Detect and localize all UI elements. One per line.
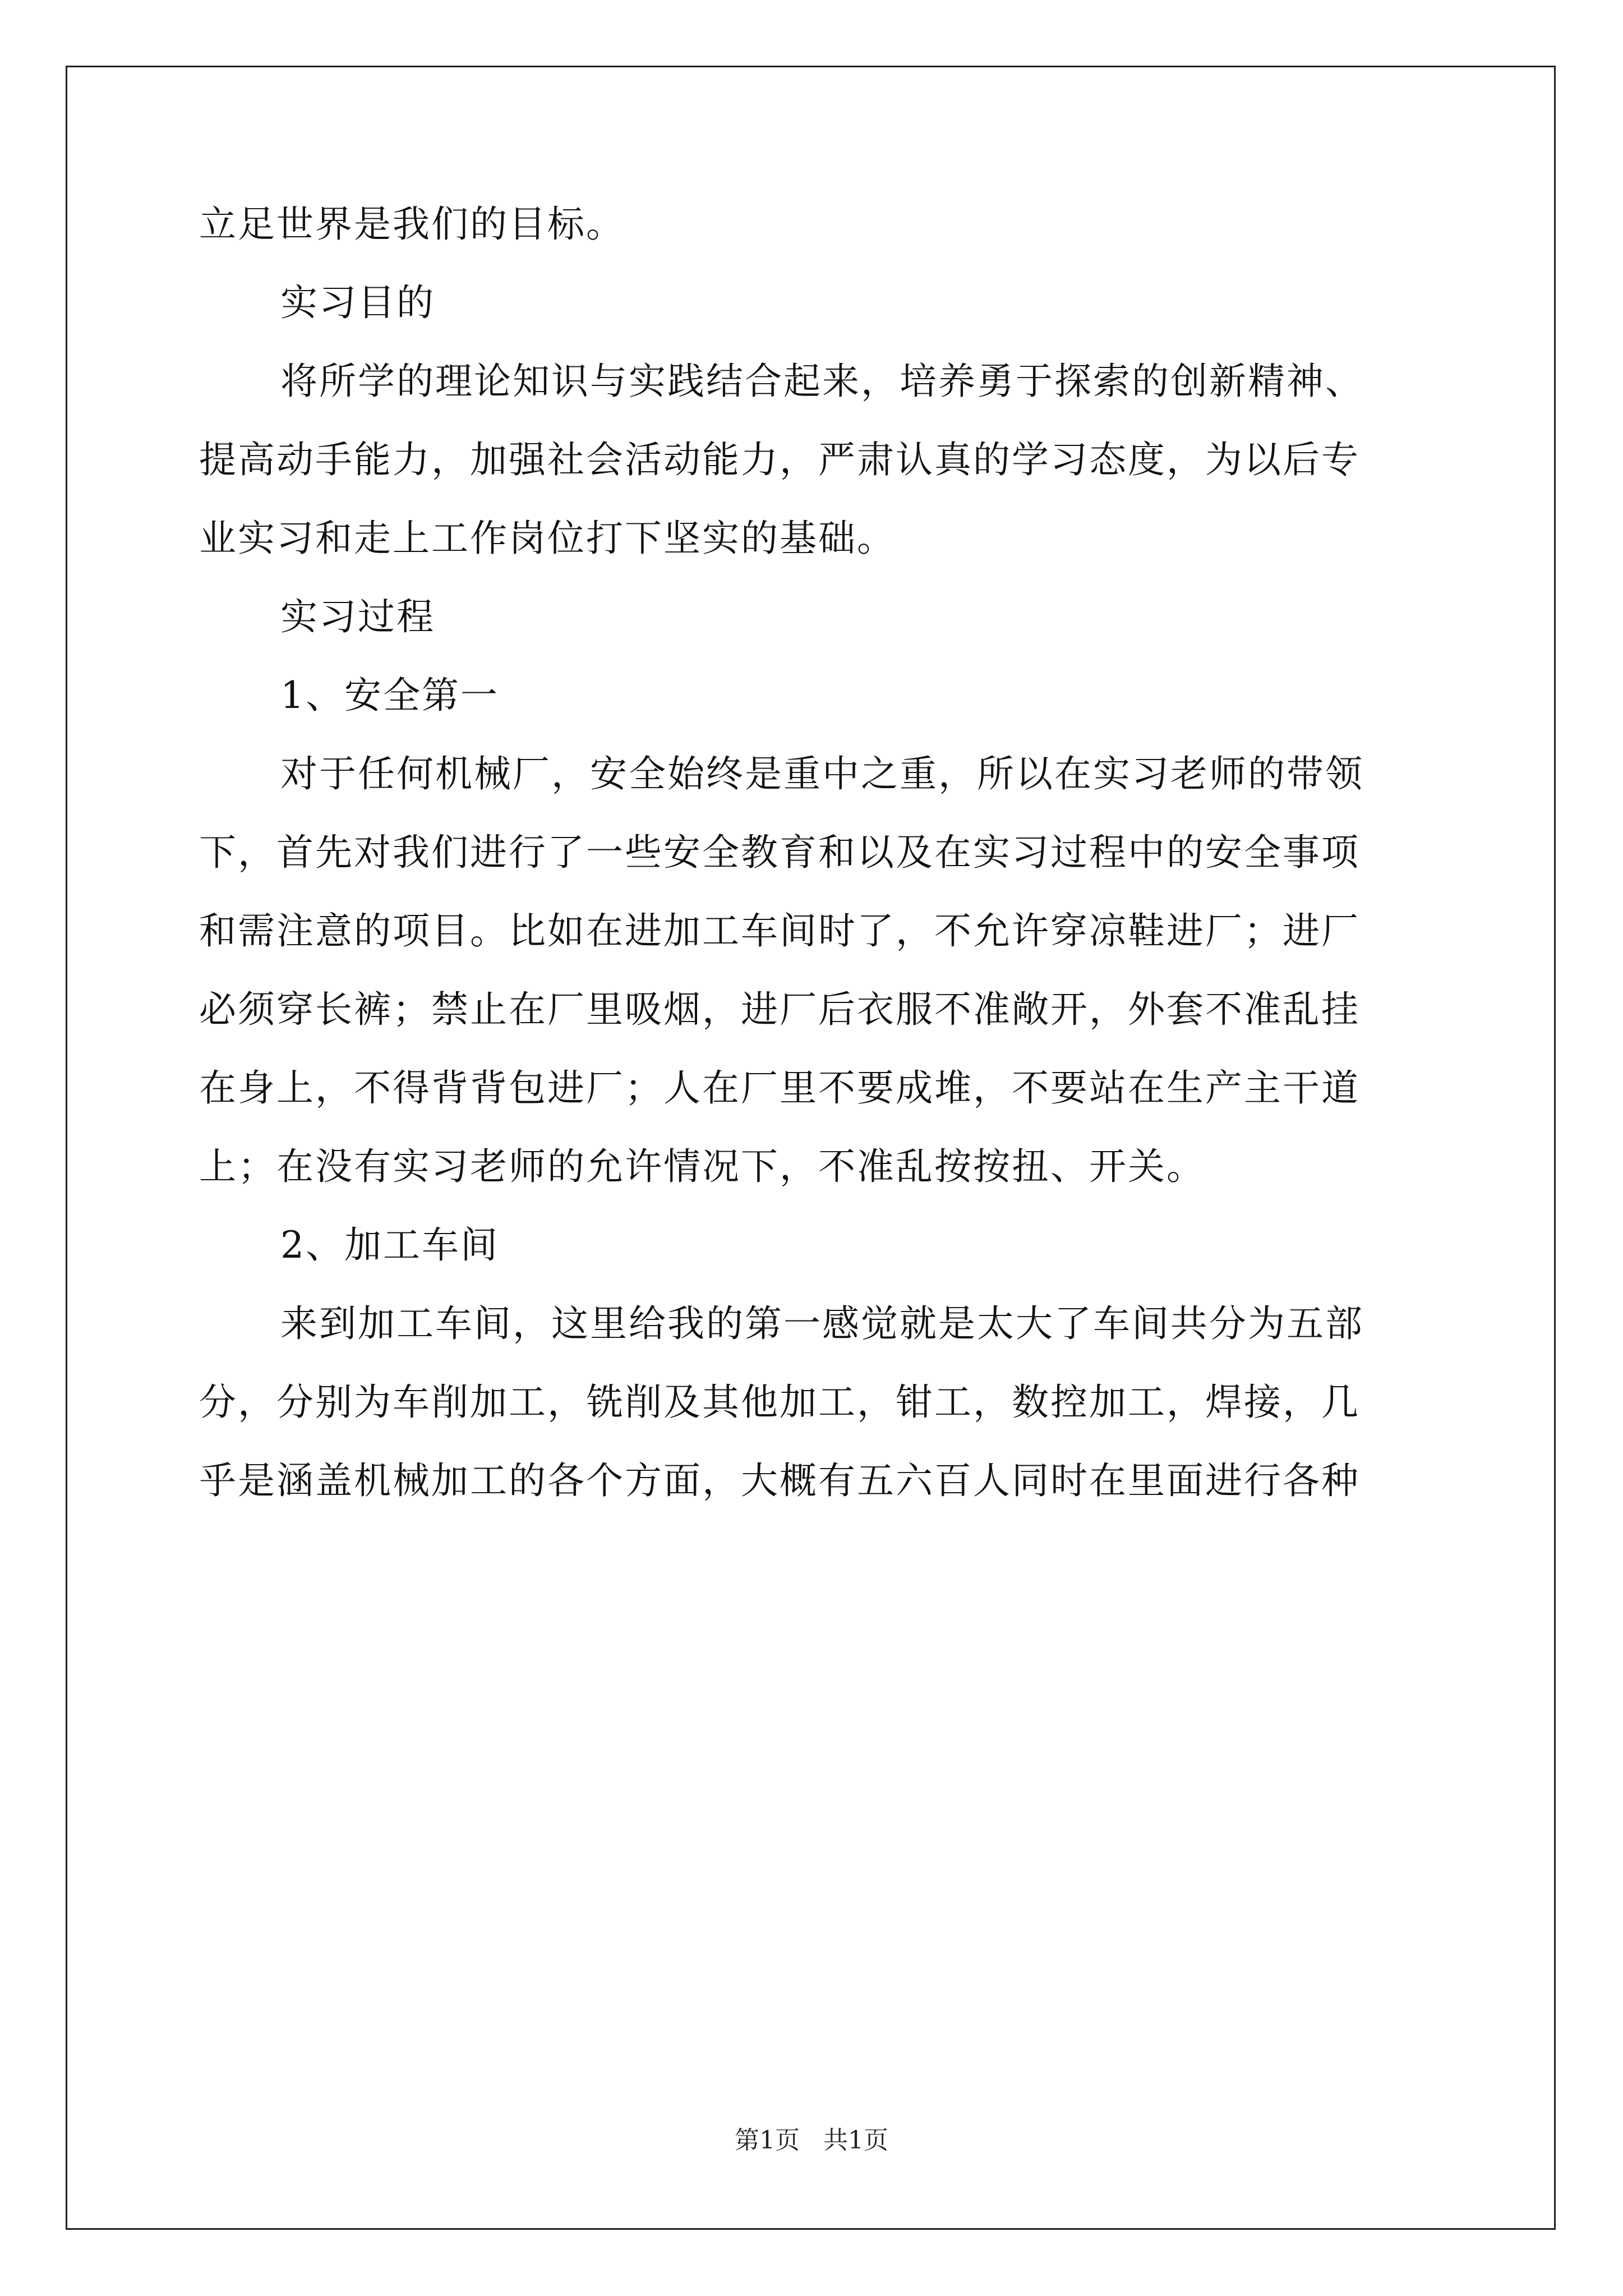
text-line: 乎是涵盖机械加工的各个方面，大概有五六百人同时在里面进行各种 bbox=[199, 1459, 1360, 1502]
section-heading-purpose: 实习目的 bbox=[280, 281, 435, 324]
text-line: 提高动手能力，加强社会活动能力，严肃认真的学习态度，为以后专 bbox=[199, 438, 1360, 481]
text-line: 立足世界是我们的目标。 bbox=[199, 203, 625, 246]
section-heading-process: 实习过程 bbox=[280, 595, 435, 638]
text-line: 上；在没有实习老师的允许情况下，不准乱按按扭、开关。 bbox=[199, 1145, 1205, 1188]
subsection-heading-workshop: 2、加工车间 bbox=[280, 1223, 499, 1267]
text-line: 和需注意的项目。比如在进加工车间时了，不允许穿凉鞋进厂；进厂 bbox=[199, 909, 1360, 953]
subsection-heading-safety: 1、安全第一 bbox=[280, 674, 499, 717]
text-line: 必须穿长裤；禁止在厂里吸烟，进厂后衣服不准敞开，外套不准乱挂 bbox=[199, 988, 1360, 1031]
text-line: 在身上，不得背背包进厂；人在厂里不要成堆，不要站在生产主干道 bbox=[199, 1066, 1360, 1110]
text-line: 将所学的理论知识与实践结合起来，培养勇于探索的创新精神、 bbox=[280, 360, 1364, 403]
page-footer: 第1页 共1页 bbox=[735, 2126, 888, 2155]
document-body bbox=[199, 185, 1433, 1520]
text-line: 对于任何机械厂，安全始终是重中之重，所以在实习老师的带领 bbox=[280, 752, 1364, 795]
text-line: 业实习和走上工作岗位打下坚实的基础。 bbox=[199, 517, 896, 560]
text-line: 来到加工车间，这里给我的第一感觉就是太大了车间共分为五部 bbox=[280, 1302, 1364, 1345]
text-line: 分，分别为车削加工，铣削及其他加工，钳工，数控加工，焊接，几 bbox=[199, 1381, 1360, 1424]
text-line: 下，首先对我们进行了一些安全教育和以及在实习过程中的安全事项 bbox=[199, 831, 1360, 874]
